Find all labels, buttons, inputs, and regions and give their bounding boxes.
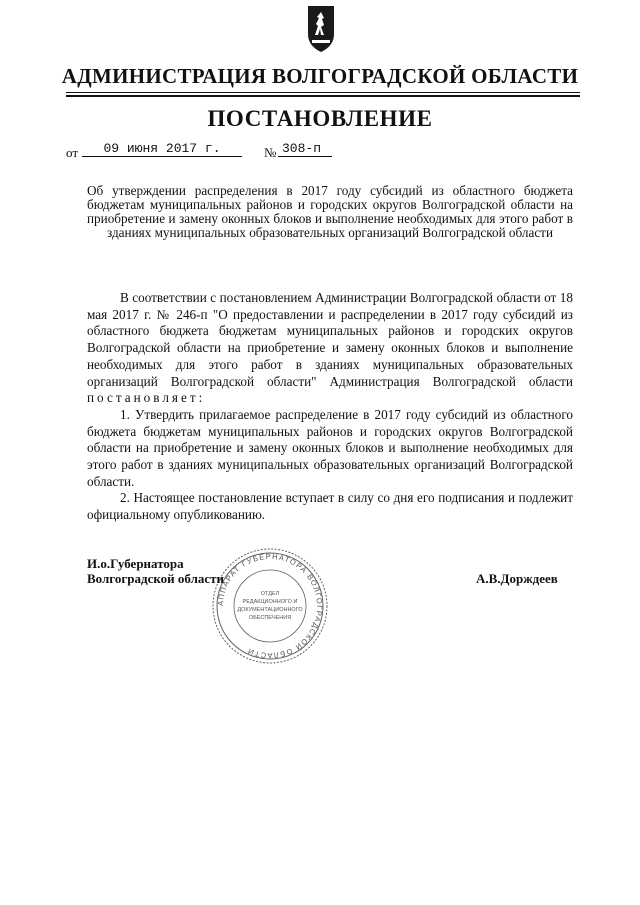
svg-text:АППАРАТ ГУБЕРНАТОРА ВОЛГОГРАДС	[216, 552, 324, 660]
stamp-ring-text: АППАРАТ ГУБЕРНАТОРА ВОЛГОГРАДСКОЙ ОБЛАСТИ	[215, 551, 325, 661]
document-body	[87, 290, 573, 524]
document-date: 09 июня 2017 г.	[82, 141, 242, 157]
item-2-paragraph: 2. Настоящее постановление вступает в силу со дня его подписания и подлежит официальному опубликованию.	[87, 490, 573, 523]
decree-word: постановляет:	[87, 390, 206, 406]
date-number-line	[66, 141, 346, 161]
number-prefix: №	[264, 145, 277, 160]
preamble-paragraph	[87, 290, 573, 407]
signatory-position-line-2: Волгоградской области	[87, 571, 225, 586]
stamp-center-line-1: ОТДЕЛ	[260, 591, 280, 597]
stamp-center-line-3: ДОКУМЕНТАЦИОННОГО	[237, 607, 303, 613]
item-1-paragraph: 1. Утвердить прилагаемое распределение в 2017 году субсидий из областного бюджета бюджетам муниципальных районов и городских округов Волгоградской области на приобретение и замену оконных блоков и выполнение необходимых для этого работ в зданиях муниципальных образовательных организаций Волгоградской области.	[87, 406, 573, 489]
signatory-position-line-1: И.о.Губернатора	[87, 556, 184, 571]
coat-of-arms-icon	[306, 4, 336, 54]
stamp-center-line-4: ОБЕСПЕЧЕНИЯ	[248, 615, 292, 621]
signatory-name: А.В.Дорждеев	[476, 571, 558, 586]
organization-title: АДМИНИСТРАЦИЯ ВОЛГОГРАДСКОЙ ОБЛАСТИ	[61, 64, 579, 88]
date-prefix: от	[66, 145, 79, 160]
document-number: 308-п	[278, 141, 332, 157]
stamp-center-line-2: РЕДАКЦИОННОГО И	[242, 599, 298, 605]
document-type: ПОСТАНОВЛЕНИЕ	[207, 106, 433, 131]
signatory-position	[87, 556, 224, 586]
preamble-text: В соответствии с постановлением Администрации Волгоградской области от 18 мая 2017 г. № 246-п "О предоставлении и распределении в 2017 году субсидий из областного бюджета бюджетам муниципальных районов и городских округов Волгоградской области на приобретение и замену оконных блоков и выполнение необходимых для этого работ в зданиях муниципальных образовательных организаций Волгоградской области" Администрация Волгоградской области	[87, 290, 573, 389]
document-subject: Об утверждении распределения в 2017 году субсидий из областного бюджета бюджетам муниципальных районов и городских округов Волгоградской области на приобретение и замену оконных блоков и выполнение необходимых для этого работ в зданиях муниципальных образовательных организаций Волгоградской области	[87, 183, 573, 240]
header-rule-thin	[66, 92, 580, 93]
header-rule-thick	[66, 95, 580, 97]
official-stamp	[210, 546, 330, 666]
